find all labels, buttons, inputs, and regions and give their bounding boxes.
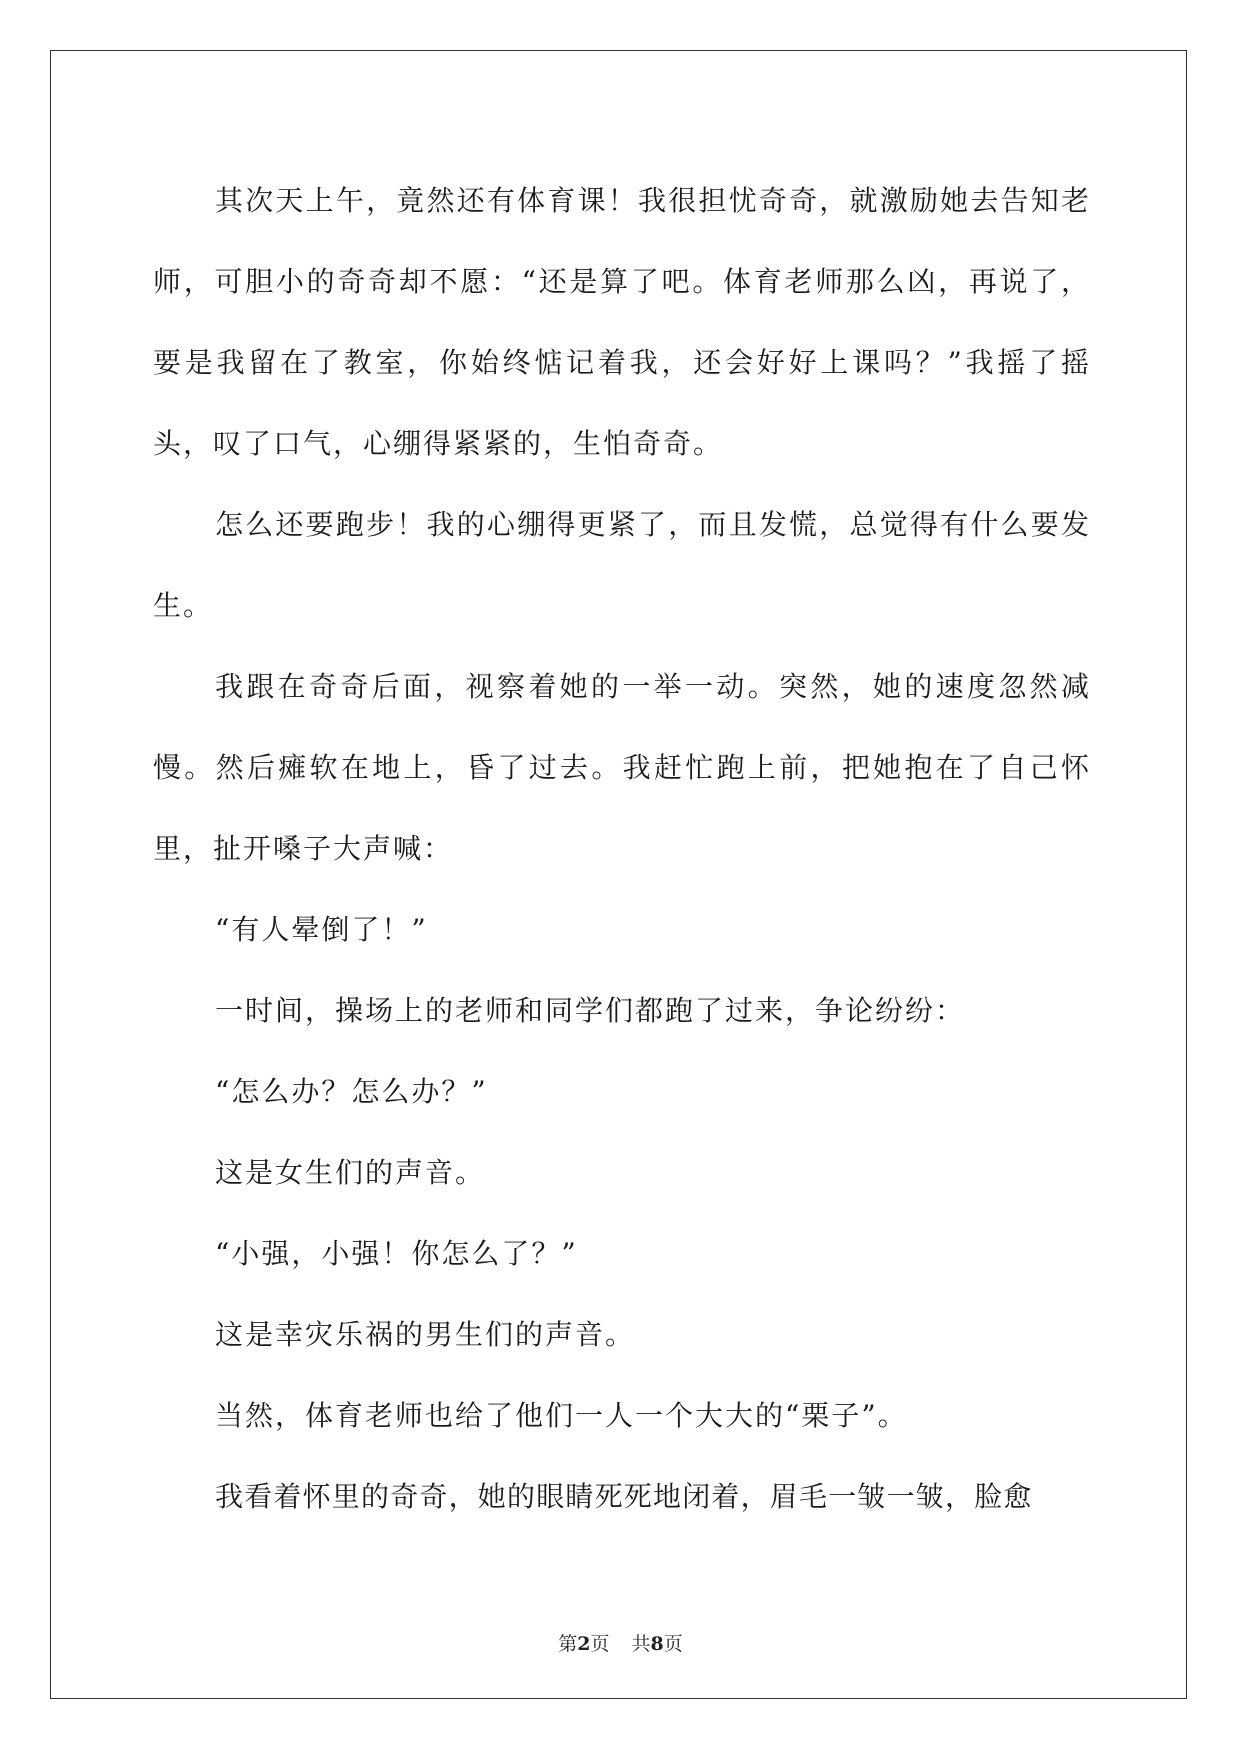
- footer-total-suffix: 页: [663, 1633, 683, 1655]
- paragraph: 我看着怀里的奇奇，她的眼睛死死地闭着，眉毛一皱一皱，脸愈: [215, 1480, 1033, 1513]
- paragraph: 一时间，操场上的老师和同学们都跑了过来，争论纷纷：: [215, 994, 966, 1027]
- document-body: [153, 160, 1091, 1537]
- footer-page-prefix: 第: [558, 1633, 578, 1655]
- footer-total-prefix: 共: [631, 1633, 651, 1655]
- paragraph: 我跟在奇奇后面，视察着她的一举一动。突然，她的速度忽然减慢。然后瘫软在地上，昏了过去。我赶忙跑上前，把她抱在了自己怀里，扯开嗓子大声喊：: [153, 670, 1091, 865]
- paragraph: “怎么办？怎么办？”: [215, 1075, 488, 1108]
- paragraph: 这是幸灾乐祸的男生们的声音。: [215, 1318, 636, 1351]
- paragraph: 当然，体育老师也给了他们一人一个大大的“栗子”。: [215, 1399, 908, 1432]
- footer-total-number: 8: [650, 1633, 664, 1655]
- paragraph: 这是女生们的声音。: [215, 1156, 486, 1189]
- paragraph: “小强，小强！你怎么了？”: [215, 1237, 578, 1270]
- page-footer: [0, 1629, 1241, 1656]
- paragraph: “有人晕倒了！”: [215, 913, 428, 946]
- footer-page-number: 2: [577, 1633, 591, 1655]
- paragraph: 其次天上午，竟然还有体育课！我很担忧奇奇，就激励她去告知老师，可胆小的奇奇却不愿：“还是算了吧。体育老师那么凶，再说了，要是我留在了教室，你始终惦记着我，还会好好上课吗？”我摇了摇头，叹了口气，心绷得紧紧的，生怕奇奇。: [153, 184, 1091, 460]
- paragraph: 怎么还要跑步！我的心绷得更紧了，而且发慌，总觉得有什么要发生。: [153, 508, 1091, 622]
- footer-page-suffix: 页: [590, 1633, 610, 1655]
